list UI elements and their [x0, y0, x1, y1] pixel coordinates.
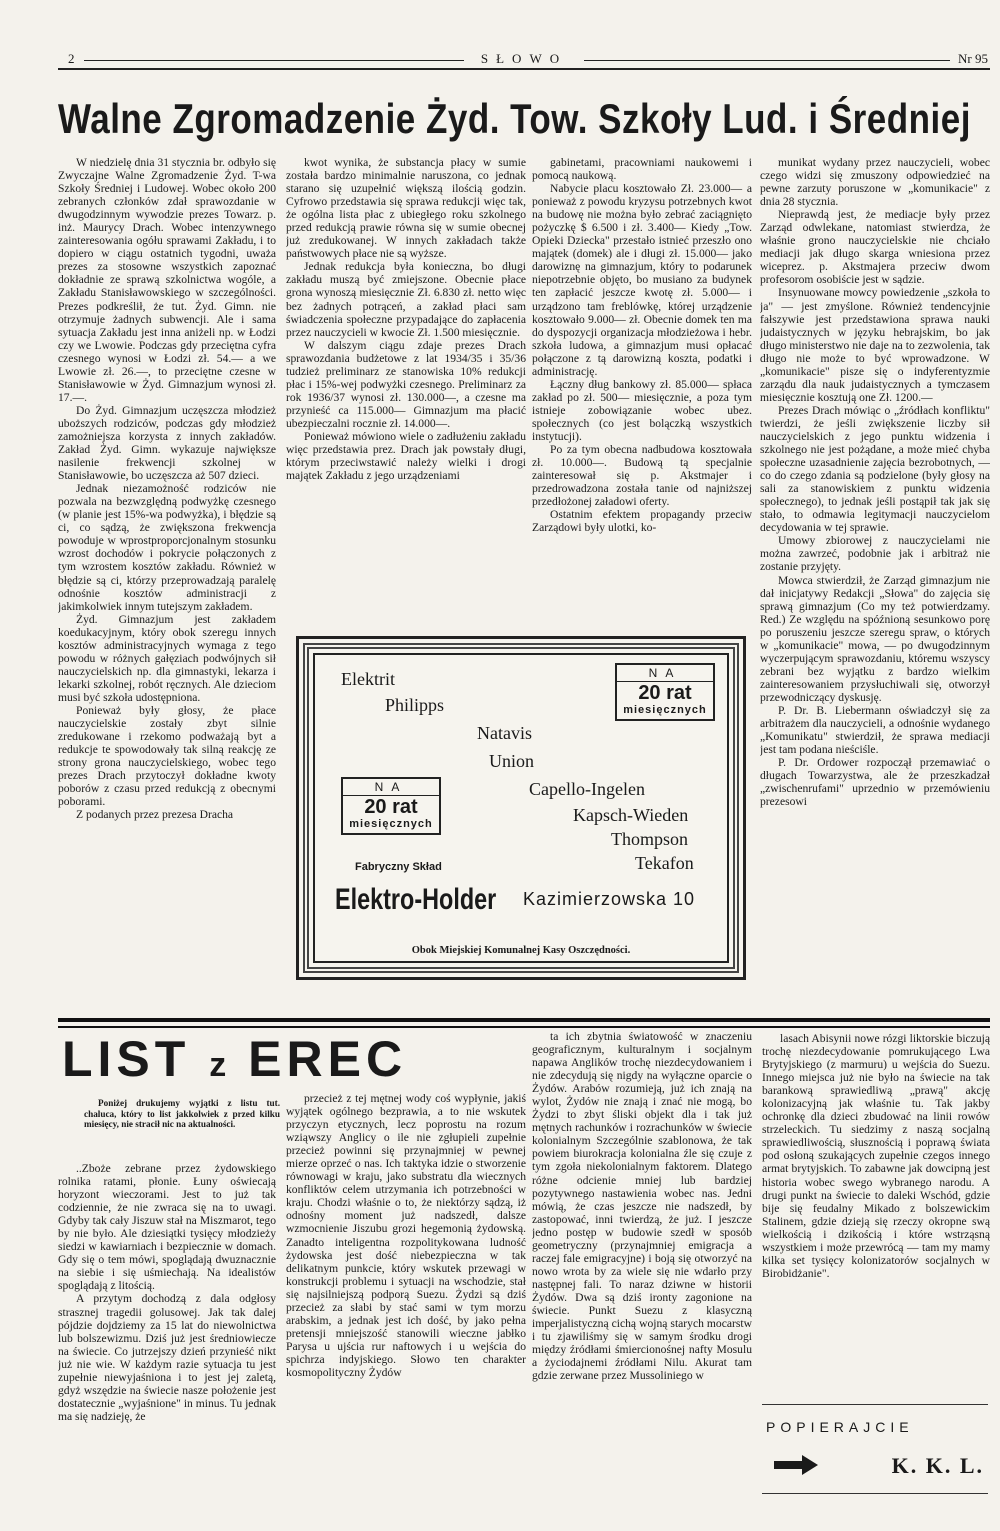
ad-brand: Thompson: [611, 829, 689, 849]
ad-location-note: Obok Miejskiej Komunalnej Kasy Oszczędności.: [411, 945, 631, 956]
paragraph: Nabycie placu kosztowało Zł. 23.000— a ponieważ z powodu kryzysu potrzebnych kwot na budowę nie można było zebrać zaciągnięto pożyczkę $ 6.500 i zł. 3.400— Kiedy „Tow. Opieki Dziecka" przestało istnieć przeszło ono majątek (domek) ale i długi zł. 15.000— jako darowiznę na gimnazjum, który to podarunek niepotrzebnie objęto, bo musiano za budynek ten zapłacić jeszcze kwotę zł. 5.000— i urządzono tam freblówkę, której urządzenie kosztowało 9.000— zł. Obecnie domek ten ma do dyspozycji organizacja młodzieżowa i hebr. szkoła ludowa, a gimnazjum musi opłacać połączone z tą darowizną koszta, podatki i administrację.: [532, 182, 752, 378]
ad-brand: Capello-Ingelen: [529, 779, 645, 799]
paragraph: ..Zboże zebrane przez żydowskiego rolnika ratami, płonie. Łuny oświecają horyzont wieczorami. Jest to już tak codziennie, że nie zwraca się na to uwagi. Gdyby tak cały Jiszuw stał na Miszmarot, tego by nie było. Ale dziesiątki tysięcy młodzieży siedzi w kawiarniach i bezpiecznie w domach. Gdy się o tem mówi, spoglądają dwuznacznie na siebie i się uśmiechają. Na idealistów spoglądają z litością.: [58, 1162, 276, 1293]
paragraph: Umowy zbiorowej z nauczycielami nie można zawrzeć, podobnie jak i arbitraż nie zostanie przyjęty.: [760, 534, 990, 574]
paragraph: Nieprawdą jest, że mediacje były przez Zarząd odwlekane, natomiast stwierdza, że właśnie grono nauczycielskie nie chciało mediacji jak długo skarga wniesiona przez wiceprez. p. Akstmajera przeciw dwom profesorom osobiście jest w sądzie.: [760, 208, 990, 287]
section-divider: [58, 1018, 990, 1028]
article2-title-part3: EREC: [248, 1031, 408, 1087]
paragraph: W dalszym ciągu zdaje prezes Drach sprawozdania budżetowe z lat 1934/35 i 35/36 tudzież preliminarz ze stanowiska 10% redukcji płac i 15%-wej podwyżki czesnego. Preliminarz za rok 1936/37 wynosi zł. 130.000—, a czesne ma przynieść ca 115.000— Gimnazjum ma płacić ubezpieczalni rocznie zł. 14.000—.: [286, 338, 526, 430]
main-headline: Walne Zgromadzenie Żyd. Tow. Szkoły Lud. i Średniej: [58, 96, 971, 143]
support-kkl-box: [762, 1404, 988, 1494]
paragraph: Do Żyd. Gimnazjum uczęszcza młodzież uboższych rodziców, podczas gdy młodzież zamożniejsza korzysta z innych zakładów. Zakład Żyd. Gimn. wykazuje największe nasilenie frekwencji szkolnej w Stanisławowie, bo uczęszcza aż 507 dzieci.: [58, 403, 276, 483]
support-kkl: K. K. L.: [891, 1453, 984, 1478]
paragraph: lasach Abisynii nowe rózgi liktorskie biczują trochę niezdecydowanie pomrukującego Lwa Brytyjskiego (z marmuru) u wejścia do Suezu. Innego miejsca już nie było na świecie na tak barankową sprawiedliwą „prawą" akcję kolonizacyjną jak właśnie tu. Tak jakby ochronkę dla dzieci zbudować na linii rowów strzeleckich. Tu siedzimy z naszą socjalną sprawiedliwością, słusznością i poprawą świata pod osłoną szukających zupełnie czegos innego armat brytyjskich. To zabawne jak dowcipną jest historia wobec swego wybranego narodu. A drugi punkt na świecie to daleki Wschód, gdzie bije się feudalny Mikado z bolszewickim Stalinem, gdzie dzieją się rzeczy okropne swą wielkością i dzikością i które wstrząsną wszystkiem i może przewrócą — tam my mamy kilka set tysięcy kolonizatorów socjalnych w Birobidżanie".: [762, 1032, 990, 1280]
ad-brand: Natavis: [477, 723, 532, 743]
page-number: 2: [68, 51, 75, 66]
ad-installments-box-left: [341, 777, 441, 835]
arrow-right-icon: [774, 1455, 818, 1475]
ad-brand: Elektrit: [341, 669, 395, 689]
article1-column-4: [760, 156, 990, 1008]
paragraph: Ponieważ mówiono wiele o zadłużeniu zakładu więc przedstawia prez. Drach jak powstały długi, którym przeciwstawić należy wielki i drogi majątek Zakładu z jego urządzeniami: [286, 429, 526, 483]
paragraph: gabinetami, pracowniami naukowemi i pomocą naukową.: [532, 156, 752, 183]
paragraph: Żyd. Gimnazjum jest zakładem koedukacyjnym, który obok szeregu innych kosztów administracyjnych wymaga z tego powodu w różnych gałęziach podwójnych sił nauczycielskich np. dla gimnastyki, lekarza i lekarki szkolnej, robót ręcznych. Ale dzieciom musi być szkoła udostępniona.: [58, 612, 276, 704]
paragraph: Z podanych przez prezesa Dracha: [76, 808, 234, 822]
article2-intro-text: Poniżej drukujemy wyjątki z listu tut. chaluca, który to list jakkolwiek z przed kilku miesięcy, nie stracił nic na aktualności.: [84, 1098, 280, 1129]
ad-rate-unit: miesięcznych: [349, 818, 433, 830]
paragraph: Mowca stwierdził, że Zarząd gimnazjum nie dał inicjatywy Redakcji „Słowa" do zajęcia się sprawą gimnazjum (Co my też potwierdzamy. Red.) Ze względu na spóźnioną sesunkowo porę po poruszeniu jeszcze szeregu spraw, o których w „komunikacie" mowa, — po dwugodzinnym wyczerpującym sprawozdaniu, któremu wszyscy zebrani bez wyjątku z bardzo wielkim zainteresowaniem przysłuchiwali się, otworzył przewodniczący dyskusję.: [760, 573, 990, 704]
article2-column-1: [58, 1162, 276, 1522]
ad-rate-amount: 20 rat: [638, 682, 692, 704]
paragraph: Łączny dług bankowy zł. 85.000— spłaca zakład po zł. 500— miesięcznie, a poza tym istnieje zobowiązanie wobec ubez. społecznych (co jest bolączką wszystkich instytucji).: [532, 377, 752, 443]
ad-rate-na: NA: [617, 665, 713, 682]
issue-number: Nr 95: [954, 51, 988, 67]
radio-advertisement: [296, 636, 746, 980]
paragraph: przecież z tej mętnej wody coś wypłynie, jakiś wyjątek ogólnego bezprawia, a to nie wskutek przyczyn etycznych, lecz poprostu na rozum wziąwszy Anglicy o ile nie zgłupieli zupełnie przecież powinni się przynajmniej w pewnej mierze oprzeć o nas. Ich taktyka idzie o stworzenie równowagi w kraju, jako substratu dla wiecznych konfliktów celem utrzymania ich potrzebności w kraju. Chodzi właśnie o to, że niektórzy sądzą, iż odnośny moment już nadszedł, dalsze wzmocnienie Jiszubu grozi hegemonią żydowską. Zanadto inteligentna rozpolitykowana ludność żydowska jest dość niebezpieczna w tak delikatnym punkcie, który wskutek przewagi w konstrukcji problemu i sytuacji na wschodzie, stał się najsilniejszą podporą Suezu. Żydzi są dziś przecież za słabi by stać sami w tym morzu arabskim, a jednak jest ich dość, by jako pełna pretensji mniejszość stanowili wieczne jabłko Parysa u ujścia rur naftowych i u wejścia do spichrza indyjskiego. Słowo ten charakter kosmopolityczny Żydów: [286, 1092, 526, 1379]
paragraph: munikat wydany przez nauczycieli, wobec czego widzi się zmuszony odpowiedzieć na pewne zarzuty poruszone w „komunikacie" z dnia 28 stycznia.: [760, 156, 990, 209]
ad-address: Kazimierzowska 10: [523, 889, 696, 909]
paragraph: Jednak redukcja była konieczna, bo długi zakładu muszą być zmiejszone. Obecnie płace grona wynoszą miesięcznie Zł. 6.830 zł. netto więc bez żadnych potrąceń, a zakład płaci sam świadczenia społeczne przypadające do zapłacenia przez nauczycieli w kwocie Zł. 1.500 miesięcznie.: [286, 260, 526, 339]
ad-rate-na: NA: [343, 779, 439, 796]
paragraph: Prezes Drach mówiąc o „źródłach konfliktu" twierdzi, że jeśli zwiększenie liczby sił nauczycielskich z jego punktu widzenia i szkolnego nie jest pożądane, a może mieć chyba społeczne uzasadnienie zajęcia bezrobotnych, — co do czego zdania są podzielone (były głosy na sali za stanowiskiem z punktu widzenia społecznego), to jednak jeśli postąpił tak jak się stało, to odmawia legitymacji nauczycielom decydowania w tej sprawie.: [760, 403, 990, 535]
paragraph: A przytym dochodzą z dala odgłosy strasznej tragedii golusowej. Jak tak dalej pójdzie dojdziemy za 15 lat do niewolnictwa lub bolszewizmu. Dziś już jest średniowiecze na świecie. Co jutrzejszy dzień przynieść nikt już nie wie. W każdym razie sytuacja tu jest zupełnie niewyjaśniona i to jest jej zaletą, gdyż wszędzie na świecie nasze położenie jest dostatecznie „wyjaśnione" in minus. Tu jednak ma się nadzieję, że: [58, 1292, 276, 1423]
paragraph: Ostatnim efektem propagandy przeciw Zarządowi były ulotki, ko-: [532, 508, 752, 535]
ad-brand: Union: [489, 751, 534, 771]
article2-intro: [84, 1098, 280, 1154]
article1-column-1: [58, 156, 276, 982]
article2-column-4: [762, 1032, 990, 1380]
article1-column-2: [286, 156, 526, 616]
paragraph: P. Dr. Ordower rozpoczął przemawiać o długach Towarzystwa, ale że przeszkadzał „zwischenrufami" uprzednio w przemówieniu prezesowi: [760, 756, 990, 809]
article1-column-3: [532, 156, 752, 616]
ad-inner-frame: [313, 653, 729, 963]
ad-brand: Kapsch-Wieden: [573, 805, 689, 825]
article2-title: [62, 1030, 522, 1088]
paragraph: W niedzielę dnia 31 stycznia br. odbyło się Zwyczajne Walne Zgromadzenie Żyd. T-wa Szkoły Średniej i Ludowej. Wobec około 200 zebranych członków zdał sprawozdanie w dwugodzinnym wywodzie prezes Towarz. p. inż. Maurycy Drach. Wobec intenzywnego zainteresowania ogółu sprawami Zakładu, i to dopiero w ciągu ostatnich tygodni, uważa prezes za stosowne wszystkich zapoznać dokładnie ze sprawą szkolnictwa wogóle, a Zakładu Stanisławowskiego w szczególności. Prezes podkreślił, że tut. Żyd. Gimn. nie otrzymuje żadnych subwencji. Ale i sama sytuacja Zakładu jest inna aniżeli np. w Łodzi czy we Lwowie. Podczas gdy przeciętna cyfra czesnego wynosi w Łodzi zł. 54.— a we Lwowie zł. 26.—, to przeciętne czesne w Stanisławowie w Żyd. Gimnazjum wynosi zł. 17.—.: [58, 156, 276, 404]
support-slogan: POPIERAJCIE: [766, 1419, 914, 1435]
ad-fabric-label: Fabryczny Skład: [355, 861, 442, 873]
paragraph: Ponieważ były głosy, że płace nauczycielskie zostały zbyt silnie zredukowane i rzekomo podważają byt a redukcje te spowodowały tak silną reakcję ze strony grona nauczycielskiego, wobec tego prezes Drach przytoczył dokładne kwoty poborów z czasu przed redukcją z obecnymi poborami.: [58, 703, 276, 809]
paragraph: ta ich zbytnia światowość w znaczeniu geograficznym, kulturalnym i socjalnym napawa Anglików trochę niezdecydowaniem i nie zdecydują się nigdy na wyłączne oparcie o Żydów. Arabów rozumieją, już ich znają na wylot, Żydów nie znają i znać nie mogą, bo Żydzi to zbyt śliski objekt dla i tak już mętnych rachunków i rozrachunków w świecie kolonialnym Szczególnie szablonowa, że tak powiem biurokracja kolonialna źle się czuje z tym zgoła niekolonialnym faktorem. Dlatego różne odcienie mniej lub bardziej pozytywnego nastawienia wobec nas. Jedni mówią, że czas jeszcze nie nadszedł, by zastopować, inni twierdzą, że już. I jeszcze jedno postęp w budowie szedł w sposób geometryczny (przynajmniej emigracja a raczej fale emigracyjne) i boją się otworzyć na nowo wrota by za wiele się nie wdarło przy następnej fali. To naraz dziwne w historii Żydów. Dwa są dziś ironty zagonione na świecie. Punkt Suezu z klasyczną imperjalistyczną cichą wojną starych mocarstw i tu zjawiliśmy się w samym środku drogi między źródłami śmiercionośnej nafty Mosulu a życiodajnemi źródłami Nilu. Akurat tam gdzie zerwane przez Mussoliniego w: [532, 1030, 752, 1383]
paragraph: Jednak niezamożność rodziców nie pozwala na bezwzględną podwyżkę czesnego (w planie jest 15%-wa podwyżka), i błędzie są ci, co sądzą, że zwiększona frekwencja powoduje w wprostproporcjonalnym stosunku wzrost dochodów i pokrycie połączonych z tym wzrostem kosztów zakładu. Również w błędzie są ci, którzy przeprowadzają paralelę odnośnie kosztów administracji z jakimkolwiek innym tutejszym zakładem.: [58, 482, 276, 613]
ad-company-name: Elektro-Holder: [335, 883, 497, 916]
paragraph: kwot wynika, że substancja płacy w sumie została bardzo minimalnie naruszona, co jednak starano się uzupełnić większą ilością godzin. Cyfrowo przedstawia się sprawa redukcji więc tak, że ogólna lista płac z ubiegłego roku szkolnego przed redukcją prawie równa się w sumie obecnej już zredukowanej. W innych zakładach także państwowych płace nie są wyższe.: [286, 156, 526, 261]
ad-rate-unit: miesięcznych: [623, 704, 707, 716]
article2-column-2: [286, 1092, 526, 1524]
ad-rate-amount: 20 rat: [364, 796, 418, 818]
paragraph: Po za tym obecna nadbudowa kosztowała zł. 10.000—. Budową tą specjalnie zainteresował się p. Akstmajer i przedrowadzona została tanie od najniższej przedłożonej załadowi oferty.: [532, 443, 752, 509]
ad-brand: Philipps: [385, 695, 445, 715]
ad-brand: Tekafon: [635, 853, 694, 873]
paragraph: P. Dr. B. Liebermann oświadczył się za arbitrażem dla nauczycieli, a odnośnie wydanego „Komunikatu" stwierdził, że sprawa mediacji jest tam podana nieściśle.: [760, 703, 990, 757]
ad-installments-box-right: [615, 663, 715, 721]
paragraph: Insynuowane mowcy powiedzenie „szkoła to ja" — jest zmyślone. Również tendencyjnie fałszywie jest przedstawiona sprawa nauki judaistycznych w języku hebrajskim, bo jak długo ministerstwo nie daje na to zezwolenia, tak długo nie może to być wprowadzone. W „komunikacie" pisze się o indyferentyzmie zarządu dla nauk judaistycznych a tymczasem miesięcznie kosztują one Zł. 1200.—: [760, 286, 990, 404]
page-header: [58, 48, 990, 70]
article2-title-part2: z: [209, 1046, 230, 1084]
newspaper-name: SŁOWO: [464, 51, 584, 67]
article2-title-part1: LIST: [62, 1031, 191, 1087]
article2-column-3: [532, 1030, 752, 1524]
header-double-rule: [58, 68, 990, 70]
